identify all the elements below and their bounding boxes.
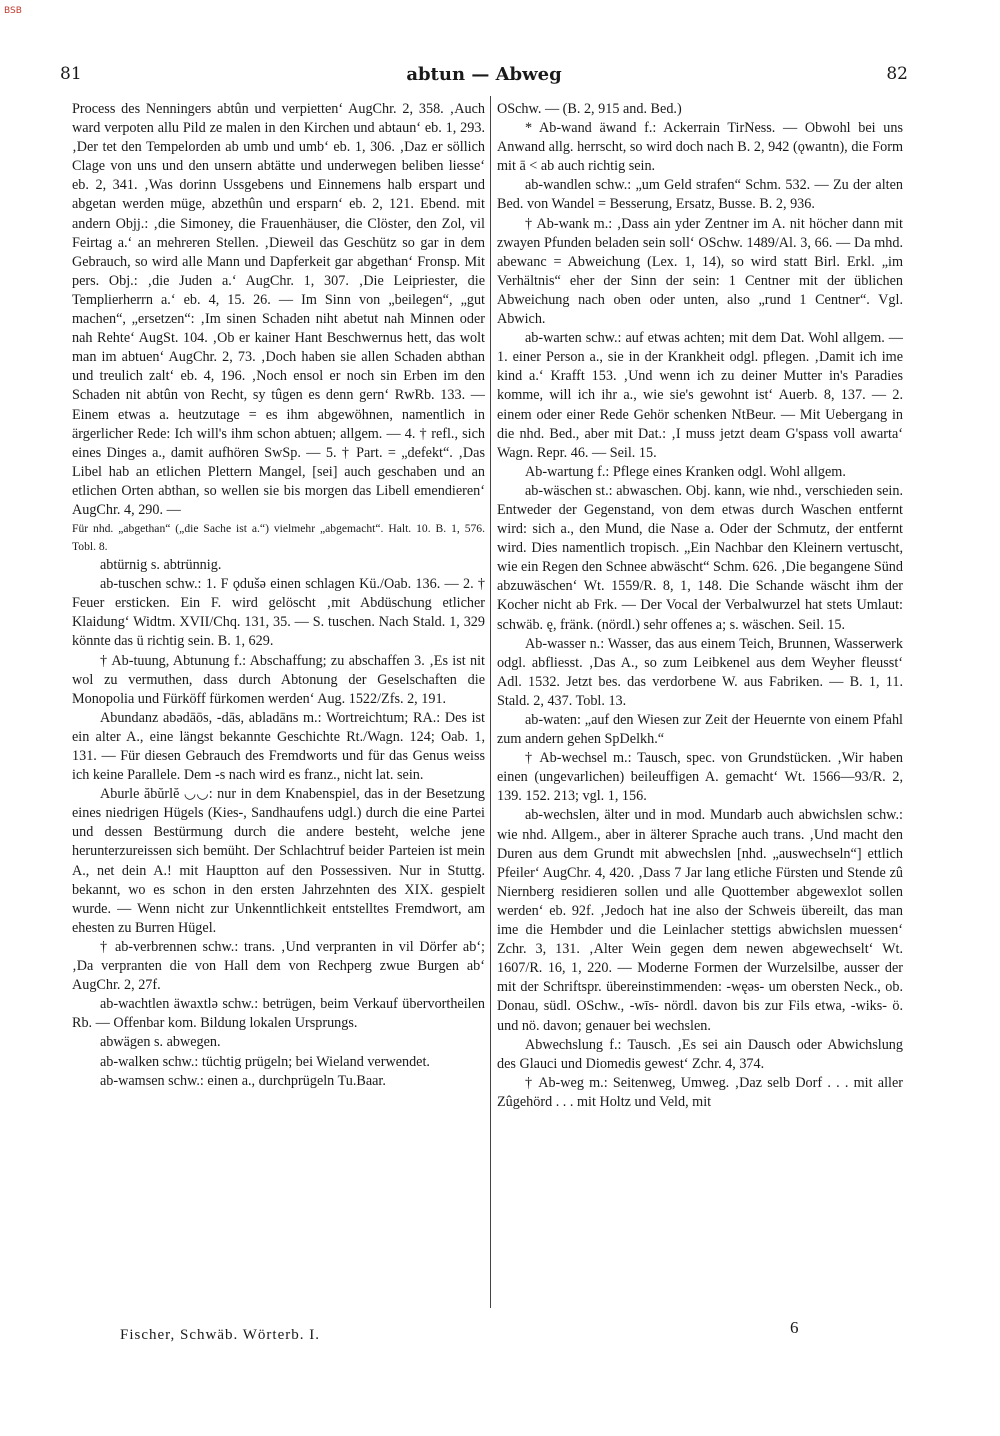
page-number-right: 82 [886,64,908,84]
entry-abtuung: † Ab-tuung, Abtunung f.: Abschaffung; zu abschaffen 3. ‚Es ist nit wol zu vermuthen, dass durch Abtonung der Geselschaften die Monopolia und Fürköff fürkomen werden‘ Aug. 1522/Zfs. 2, 191. [72,652,485,707]
entry-abwank: † Ab-wank m.: ‚Dass ain yder Zentner im A. nit höcher dann mit zwayen Pfunden beladen sein soll‘ OSchw. 1489/Al. 3, 66. — Da mhd. abewanc = Abweichung (Lex. 1, 14), so wird statt Birl. Erkl. „im Verhältnis“ eher der Sinn der sein: 1 Centner mit der üblichen Abweichung nach oben oder unten, also „rund 1 Centner“. Vgl. Abwich. [497,215,903,328]
entry-note: Für nhd. „abgethan“ („die Sache ist a.“) vielmehr „abgemacht“. Halt. 10. B. 1, 576. Tobl. 8. [72,522,485,554]
column-divider [490,96,491,1308]
entry-abtuernig: abtürnig s. abtrünnig. [100,557,222,574]
page-number-left: 81 [60,64,82,84]
sheet-number: 6 [790,1318,799,1337]
entry-abwechslung: Abwechslung f.: Tausch. ‚Es sei ain Dausch oder Abwichslung des Glauci und Diomedis gewest‘ Zchr. 4, 374. [497,1036,903,1072]
entry-abwechslen: ab-wechslen, älter und in mod. Mundarb auch abwichslen schw.: wie nhd. Allgem., aber in älterer Sprache auch trans. ‚Und macht den Duren aus dem Grundt mit abwechslen [nhd. „auswechseln“] ettlich Pfeiler‘ AugChr. 4, 420. ‚Dass 7 Jar lang etliche Fürsten und Stende zû Niernberg residieren sollen und alle Quottember abgewexlot sollen werden‘ eb. 92f. ‚Jedoch hat ine also der Schweis übereilt, das man ime die Hembder und die Leinlacher stettigs abwichslen muessen‘ Zchr. 3, 131. ‚Alter Wein gegen dem newen abgewechselt‘ Wt. 1607/R. 16, 1, 220. — Moderne Formen der Wurzelsilbe, ausser der mit der Schriftspr. übereinstimmenden: -węəs- um obersten Neck., ob. Donau, südl. OSchw., -wīs- nördl. davon bis zur Fils etwa, -wiks- ö. und nö. davon; genauer bei wechslen. [497,807,903,1034]
entry-continuation: Process des Nenningers abtûn und verpietten‘ AugChr. 2, 358. ‚Auch ward verpoten allu Pild ze malen in den Kirchen und abtaun‘ eb. 1, 293. ‚Der tet den Tempelorden ab umb und umb‘ eb. 1, 306. ‚Daz er söllich Clage von uns und den unsern abtätte und underwegen beliben liesse‘ eb. 2, 341. ‚Was dorinn Ussgebens und Einnemens halb erspart und abgetan werden müge, abzethûn und ersparn‘ eb. 2, 121. Ebend. mit andern Objj.: ‚die Simoney, die Frauenhäuser, die Clöster, den Zol, vil Feirtag a.‘ an mehreren Stellen. ‚Dieweil das Geschütz so gar in dem Gebrauch, so wird alle Mann und Dapferkeit gar abgethan‘ Fronsp. Mit pers. Obj.: ‚die Juden a.‘ AugChr. 1, 307. ‚Die Leipriester, die Templierherrn a.‘ eb. 4, 15. 26. — Im Sinn von „beilegen“, „gut machen“, „ersetzen“: ‚Im sinen Schaden niht abetut nah Minnen oder nah Rehte‘ AugSt. 104. ‚Ob er kainer Hant Beschwernus hett, das wolt man im abtuen‘ AugChr. 2, 73. ‚Doch haben sie allen Schaden abthan und treulich zalt‘ eb. 4, 196. ‚Noch ensol er noch sin Erben im den Schaden nit abtûn von Recht, sy tûgen es denn gern‘ RwRb. 133. — Einem etwas a. heutzutage = es ihm abgewöhnen, namentlich in ärgerlicher Rede: Ich will's ihm schon abtuen; allgem. — 4. † refl., sich eines Dinges a., damit aufhören SwSp. — 5. † Part. = „defekt“. ‚Das Libel hab an etlichen Plettern Mangel, [sei] auch geschaben und an etlichen Orten abthan, so wellen sie bis morgen das Libell emendieren‘ AugChr. 4, 290. — [72,101,485,518]
entry-abweg: † Ab-weg m.: Seitenweg, Umweg. ‚Daz selb Dorf . . . mit aller Zûgehörd . . . mit Holtz und Veld, mit [497,1074,903,1110]
entry-abundanz: Abundanz abədāōs, -dās, abladāns m.: Wortreichtum; RA.: Des ist ein alter A., eine längst bekannte Geschichte Rt./Wagn. 124; Oab. 1, 131. — Für diesen Gebrauch des Fremdworts und für das Genus weiss ich keine Parallele. Dem -s nach wird es franz., nicht lat. sein. [72,709,485,784]
right-column [497,100,903,1112]
entry-abwarten: ab-warten schw.: auf etwas achten; mit dem Dat. Wohl allgem. — 1. einer Person a., sie in der Krankheit odgl. pflegen. ‚Damit ich ime kind a.‘ Krafft 153. ‚Und wenn ich zu deiner Mutter in's Paradies komme, will ich ihr a., wie sie's gewohnt ist‘ Auerb. 8, 137. — 2. einem oder einer Rede Gehör schenken NtBeur. — Mit Uebergang in die nhd. Bed., aber mit Dat.: ‚I muss jetzt deam G'spass voll awarta‘ Wagn. Repr. 46. — Seil. 15. [497,330,903,461]
entry-abwaeschen: ab-wäschen st.: abwaschen. Obj. kann, wie nhd., verschieden sein. Entweder der Gegenstand, von dem etwas durch Waschen entfernt wird: sich a., den Mund, die Nase a. Oder der Schmutz, der entfernt wird. Dies namentlich tropisch. „Ein Nachbar den Kleinern vertuscht, wie ein Regen den Schnee abwäscht“ Schm. 626. ‚Die begangene Sünd abzuwäschen‘ Wt. 1559/R. 8, 1, 148. Die Schande wäscht ihm der Kocher nicht ab Frk. — Der Vocal der Verbalwurzel hat stets Umlaut: schwäb. ę, fränk. (nördl.) sehr offenes a; s. wäschen. Seil. 15. [497,482,903,633]
entry-abwandlen: ab-wandlen schw.: „um Geld strafen“ Schm. 532. — Zu der alten Bed. von Wandel = Besserung, Ersatz, Busse. B. 2, 936. [497,177,903,213]
entry-abwechsel: † Ab-wechsel m.: Tausch, spec. von Grundstücken. ‚Wir haben einen (ungevarlichen) beileuffigen A. gemacht‘ Wt. 1566—93/R. 2, 139. 152. 213; vgl. 1, 156. [497,750,903,805]
running-head: abtun — Abweg [406,64,562,85]
library-stamp: BSB [4,6,22,16]
page-header [60,64,908,90]
entry-abverbrennen: † ab-verbrennen schw.: trans. ‚Und verpranten in vil Dörfer ab‘; ‚Da verpranten die von Hall dem von Rechperg zwue Burgen ab‘ AugChr. 2, 27f. [72,938,485,994]
entry-abwachtlen: ab-wachtlen äwaxtlə schw.: betrügen, beim Verkauf übervortheilen Rb. — Offenbar kom. Bildung lokalen Ursprungs. [72,996,485,1032]
entry-abwand: * Ab-wand äwand f.: Ackerrain TirNess. — Obwohl bei uns Anwand allg. herrscht, so wird doch nach B. 2, 942 (ǫwantn), die Form mit ā < ab auch richtig sein. [497,120,903,175]
entry-abwartung: Ab-wartung f.: Pflege eines Kranken odgl. Wohl allgem. [525,463,846,480]
entry-aburle: Aburle ăbŭrlĕ ◡◡: nur in dem Knabenspiel, das in der Besetzung eines niedrigen Hügels (Kies-, Sandhaufens udgl.) durch die eine Partei und dessen Bestürmung durch die andere besteht, welche jene herunterzureissen sich bemüht. Der Schlachtruf beider Parteien ist mein A., net dein A.! mit Hauptton auf den Possessiven. Nur in Stuttg. bekannt, wo es schon in den ersten Jahrzehnten des XIX. gespielt wurde. — Wenn nicht zur Unkenntlichkeit entstelltes Fremdwort, am ehesten zu Burren Hügel. [72,786,485,936]
entry-continuation: OSchw. — (B. 2, 915 and. Bed.) [497,101,682,117]
printer-signature: Fischer, Schwäb. Wörterb. I. [120,1327,320,1343]
left-column [72,100,485,1091]
entry-abwaten: ab-waten: „auf den Wiesen zur Zeit der Heuernte von einem Pfahl zum andern gehen SpDelkh.“ [497,712,903,748]
entry-abwalken: ab-walken schw.: tüchtig prügeln; bei Wieland verwendet. [100,1053,430,1070]
entry-abtuschen: ab-tuschen schw.: 1. F ǫdušə einen schlagen Kü./Oab. 136. — 2. † Feuer ersticken. Ein F. wird gelöscht ‚mit Abdüschung etlicher Klaidung‘ Widtm. XVII/Chq. 131, 35. — S. tuschen. Nach Stald. 1, 329 könnte das ü richtig sein. B. 1, 629. [72,576,485,650]
entry-abwasser: Ab-wasser n.: Wasser, das aus einem Teich, Brunnen, Wasserwerk odgl. abfliesst. ‚Das A., so zum Leibkenel aus dem Weyher fleusst‘ Adl. 1532. Jetzt bes. das verdorbene W. aus Fabriken. — B. 1, 11. Stald. 2, 437. Tobl. 13. [497,635,903,709]
entry-abwaegen: abwägen s. abwegen. [100,1034,221,1051]
entry-abwamsen: ab-wamsen schw.: einen a., durchprügeln Tu.Baar. [100,1072,386,1089]
